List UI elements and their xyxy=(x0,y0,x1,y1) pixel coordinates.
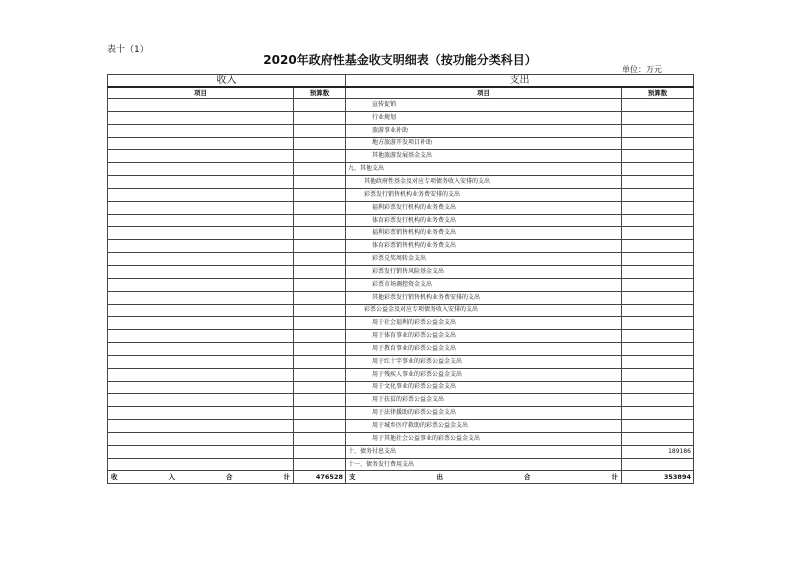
table-row xyxy=(108,278,694,291)
table-row xyxy=(108,381,694,394)
income-amount-cell xyxy=(294,407,346,420)
income-item-cell xyxy=(108,317,294,330)
total-label-char: 计 xyxy=(283,473,290,482)
income-amount-cell xyxy=(294,304,346,317)
income-item-cell xyxy=(108,214,294,227)
table-row xyxy=(108,458,694,471)
income-item-cell xyxy=(108,355,294,368)
income-amount-cell xyxy=(294,227,346,240)
table-row xyxy=(108,253,694,266)
expense-item-cell: 体育彩票发行机构的业务费支出 xyxy=(346,214,622,227)
expense-item-cell: 用于城乡医疗救助的彩票公益金支出 xyxy=(346,420,622,433)
table-row xyxy=(108,265,694,278)
income-total-label xyxy=(108,471,294,484)
expense-item-cell: 体育彩票销售机构的业务费支出 xyxy=(346,240,622,253)
income-budget-header: 预算数 xyxy=(294,87,346,99)
table-label: 表十（1） xyxy=(107,45,149,55)
table-row xyxy=(108,330,694,343)
expense-amount-cell xyxy=(622,394,694,407)
income-item-cell xyxy=(108,407,294,420)
expense-item-cell: 彩票市场调控资金支出 xyxy=(346,278,622,291)
income-item-cell xyxy=(108,124,294,137)
table-row xyxy=(108,291,694,304)
income-item-cell xyxy=(108,420,294,433)
table-row xyxy=(108,420,694,433)
table-row xyxy=(108,240,694,253)
table-row xyxy=(108,432,694,445)
expense-item-cell: 行业规划 xyxy=(346,111,622,124)
table-row xyxy=(108,201,694,214)
unit-label: 单位：万元 xyxy=(622,65,662,74)
income-amount-cell xyxy=(294,330,346,343)
expense-item-cell: 用于红十字事业的彩票公益金支出 xyxy=(346,355,622,368)
income-amount-cell xyxy=(294,368,346,381)
expense-item-cell: 用于法律援助的彩票公益金支出 xyxy=(346,407,622,420)
expense-amount-cell xyxy=(622,265,694,278)
total-label-char: 出 xyxy=(436,473,443,482)
income-item-cell xyxy=(108,368,294,381)
table-row xyxy=(108,99,694,112)
income-amount-cell xyxy=(294,240,346,253)
income-amount-cell xyxy=(294,99,346,112)
expense-amount-cell xyxy=(622,253,694,266)
table-row xyxy=(108,304,694,317)
expense-item-cell: 九、其他支出 xyxy=(346,163,622,176)
table-row xyxy=(108,407,694,420)
expense-amount-cell xyxy=(622,124,694,137)
expense-amount-cell xyxy=(622,432,694,445)
income-item-cell xyxy=(108,278,294,291)
income-item-cell xyxy=(108,445,294,458)
income-item-cell xyxy=(108,458,294,471)
income-amount-cell xyxy=(294,176,346,189)
expense-amount-cell xyxy=(622,111,694,124)
expense-amount-cell xyxy=(622,304,694,317)
total-label-char: 合 xyxy=(226,473,233,482)
expense-amount-cell: 189186 xyxy=(622,445,694,458)
income-amount-cell xyxy=(294,458,346,471)
income-item-cell xyxy=(108,381,294,394)
column-header-row xyxy=(108,87,694,99)
expense-item-cell: 其他旅游发展基金支出 xyxy=(346,150,622,163)
expense-item-cell: 其他彩票发行销售机构业务费安排的支出 xyxy=(346,291,622,304)
expense-item-cell: 其他政府性基金及对应专项债务收入安排的支出 xyxy=(346,176,622,189)
income-item-cell xyxy=(108,432,294,445)
expense-item-cell: 彩票兑奖周转金支出 xyxy=(346,253,622,266)
income-item-cell xyxy=(108,111,294,124)
expense-item-cell: 彩票发行销售风险基金支出 xyxy=(346,265,622,278)
expense-amount-cell xyxy=(622,163,694,176)
income-item-cell xyxy=(108,304,294,317)
total-row xyxy=(108,471,694,484)
expense-item-cell: 用于扶贫的彩票公益金支出 xyxy=(346,394,622,407)
expense-amount-cell xyxy=(622,330,694,343)
table-row xyxy=(108,394,694,407)
expense-total-amount: 353894 xyxy=(622,471,694,484)
expense-amount-cell xyxy=(622,150,694,163)
table-row xyxy=(108,137,694,150)
income-amount-cell xyxy=(294,265,346,278)
expense-item-cell: 用于文化事业的彩票公益金支出 xyxy=(346,381,622,394)
expense-item-header: 项目 xyxy=(346,87,622,99)
income-item-cell xyxy=(108,137,294,150)
expense-amount-cell xyxy=(622,381,694,394)
income-amount-cell xyxy=(294,420,346,433)
expense-amount-cell xyxy=(622,458,694,471)
income-item-cell xyxy=(108,163,294,176)
expense-item-cell: 福利彩票发行机构的业务费支出 xyxy=(346,201,622,214)
income-amount-cell xyxy=(294,355,346,368)
expense-item-cell: 用于社会福利的彩票公益金支出 xyxy=(346,317,622,330)
budget-table xyxy=(107,74,694,484)
income-item-cell xyxy=(108,253,294,266)
income-total-amount: 476528 xyxy=(294,471,346,484)
table-row xyxy=(108,188,694,201)
income-item-cell xyxy=(108,227,294,240)
expense-item-cell: 用于教育事业的彩票公益金支出 xyxy=(346,343,622,356)
income-amount-cell xyxy=(294,278,346,291)
expense-amount-cell xyxy=(622,137,694,150)
income-header: 收入 xyxy=(108,75,346,88)
expense-header: 支出 xyxy=(346,75,694,88)
expense-item-cell: 十、债务付息支出 xyxy=(346,445,622,458)
page-title: 2020年政府性基金收支明细表（按功能分类科目） xyxy=(263,53,537,67)
expense-amount-cell xyxy=(622,201,694,214)
expense-budget-header: 预算数 xyxy=(622,87,694,99)
income-item-cell xyxy=(108,201,294,214)
income-amount-cell xyxy=(294,394,346,407)
section-header-row xyxy=(108,75,694,88)
expense-item-cell: 彩票公益金及对应专项债务收入安排的支出 xyxy=(346,304,622,317)
expense-item-cell: 地方旅游开发项目补助 xyxy=(346,137,622,150)
income-amount-cell xyxy=(294,163,346,176)
expense-amount-cell xyxy=(622,291,694,304)
income-amount-cell xyxy=(294,432,346,445)
expense-amount-cell xyxy=(622,188,694,201)
table-row xyxy=(108,214,694,227)
income-item-cell xyxy=(108,99,294,112)
income-item-cell xyxy=(108,330,294,343)
expense-item-cell: 福利彩票销售机构的业务费支出 xyxy=(346,227,622,240)
table-row xyxy=(108,445,694,458)
income-item-cell xyxy=(108,150,294,163)
expense-amount-cell xyxy=(622,420,694,433)
expense-item-cell: 用于其他社会公益事业的彩票公益金支出 xyxy=(346,432,622,445)
income-amount-cell xyxy=(294,445,346,458)
income-amount-cell xyxy=(294,124,346,137)
expense-amount-cell xyxy=(622,278,694,291)
income-amount-cell xyxy=(294,214,346,227)
expense-item-cell: 旅游事业补助 xyxy=(346,124,622,137)
table-row xyxy=(108,124,694,137)
income-amount-cell xyxy=(294,188,346,201)
total-label-char: 合 xyxy=(524,473,531,482)
expense-amount-cell xyxy=(622,240,694,253)
income-item-cell xyxy=(108,343,294,356)
total-label-char: 收 xyxy=(111,473,118,482)
table-row xyxy=(108,343,694,356)
expense-total-label xyxy=(346,471,622,484)
income-item-cell xyxy=(108,240,294,253)
expense-item-cell: 宣传促销 xyxy=(346,99,622,112)
income-amount-cell xyxy=(294,317,346,330)
expense-amount-cell xyxy=(622,227,694,240)
total-label-char: 支 xyxy=(349,473,356,482)
expense-amount-cell xyxy=(622,355,694,368)
income-item-cell xyxy=(108,265,294,278)
income-amount-cell xyxy=(294,201,346,214)
table-row xyxy=(108,355,694,368)
expense-amount-cell xyxy=(622,99,694,112)
table-row xyxy=(108,368,694,381)
expense-amount-cell xyxy=(622,214,694,227)
expense-item-cell: 用于体育事业的彩票公益金支出 xyxy=(346,330,622,343)
income-amount-cell xyxy=(294,381,346,394)
income-item-cell xyxy=(108,176,294,189)
expense-item-cell: 十一、债务发行费用支出 xyxy=(346,458,622,471)
table-row xyxy=(108,150,694,163)
table-row xyxy=(108,176,694,189)
expense-amount-cell xyxy=(622,407,694,420)
income-amount-cell xyxy=(294,111,346,124)
table-row xyxy=(108,227,694,240)
income-amount-cell xyxy=(294,253,346,266)
income-item-header: 项目 xyxy=(108,87,294,99)
expense-amount-cell xyxy=(622,368,694,381)
income-amount-cell xyxy=(294,343,346,356)
income-item-cell xyxy=(108,291,294,304)
expense-item-cell: 彩票发行销售机构业务费安排的支出 xyxy=(346,188,622,201)
income-item-cell xyxy=(108,188,294,201)
income-amount-cell xyxy=(294,137,346,150)
total-label-char: 入 xyxy=(168,473,175,482)
table-row xyxy=(108,163,694,176)
expense-amount-cell xyxy=(622,317,694,330)
income-item-cell xyxy=(108,394,294,407)
expense-item-cell: 用于残疾人事业的彩票公益金支出 xyxy=(346,368,622,381)
expense-amount-cell xyxy=(622,343,694,356)
expense-amount-cell xyxy=(622,176,694,189)
income-amount-cell xyxy=(294,291,346,304)
table-row xyxy=(108,317,694,330)
income-amount-cell xyxy=(294,150,346,163)
total-label-char: 计 xyxy=(611,473,618,482)
table-row xyxy=(108,111,694,124)
